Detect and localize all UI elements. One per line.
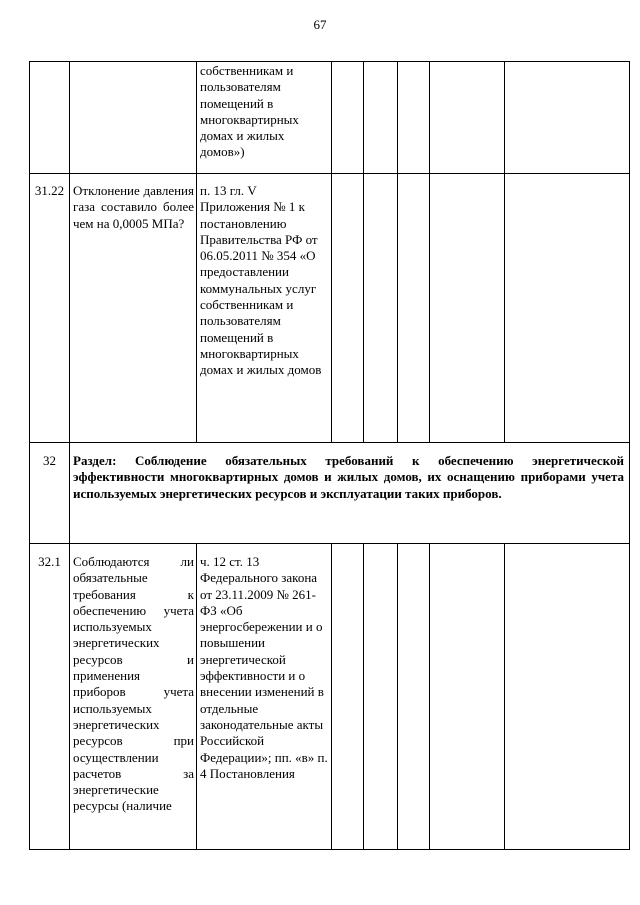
row-reference: собственникам и пользователям помещений в многоквартирных домах и жилых домов») (200, 63, 299, 160)
row-number: 32.1 (38, 554, 61, 569)
page-number: 67 (313, 17, 327, 32)
row-question: Соблюдаются ли обязательные требования к обеспечению учета используемых энергетических ресурсов и применения приборов учета используемых энергетических ресурсов при осуществлении расчетов за энергетические ресурсы (наличие (73, 554, 194, 814)
section-title: Раздел: Соблюдение обязательных требований к обеспечению энергетической эффективности многоквартирных домов и жилых домов, их оснащению приборами учета используемых энергетических ресурсов и эксплуатации таких приборов. (73, 453, 624, 501)
section-number: 32 (43, 453, 56, 468)
checklist-table (29, 61, 630, 850)
row-question: Отклонение давления газа составило более чем на 0,0005 МПа? (73, 183, 194, 231)
row-reference: п. 13 гл. V Приложения № 1 к постановлению Правительства РФ от 06.05.2011 № 354 «О предоставлении коммунальных услуг собственникам и пользователям помещений в многоквартирных домах и жилых домов (200, 183, 322, 378)
row-number: 31.22 (34, 183, 65, 198)
row-reference: ч. 12 ст. 13 Федерального закона от 23.11.2009 № 261-ФЗ «Об энергосбережении и о повышении энергетической эффективности и о внесении изменений в отдельные законодательные акты Российской Федерации»; пп. «в» п. 4 Постановления (200, 554, 328, 781)
